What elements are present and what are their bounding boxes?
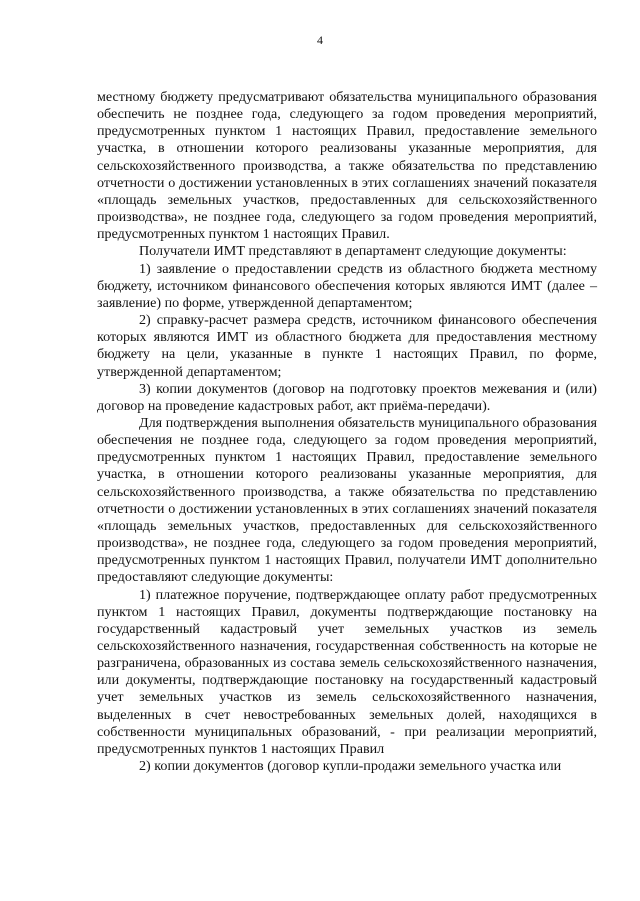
paragraph-7: 1) платежное поручение, подтверждающее оплату работ предусмотренных пунктом 1 настоящих Правил, документы подтверждающие постановку на государственный кадастровый учет земельных участков из земель сельскохозяйственного назначения, государственная собственность на которые не разграничена, образованных из состава земель сельскохозяйственного назначения, или документы, подтверждающие постановку на государственный кадастровый учет земельных участков из земель сельскохозяйственного назначения, выделенных в счет невостребованных земельных долей, находящихся в собственности муниципальных образований, - при реализации мероприятий, предусмотренных пунктов 1 настоящих Правил (97, 586, 597, 757)
paragraph-6: Для подтверждения выполнения обязательств муниципального образования обеспечения не позднее года, следующего за годом проведения мероприятий, предусмотренных пунктом 1 настоящих Правил, предоставление земельного участка, в отношении которого реализованы указанные мероприятия, для сельскохозяйственного производства, а также обязательства по представлению отчетности о достижении установленных в этих соглашениях значений показателя «площадь земельных участков, предоставленных для сельскохозяйственного производства», не позднее года, следующего за годом проведения мероприятий, предусмотренных пунктом 1 настоящих Правил, получатели ИМТ дополнительно предоставляют следующие документы: (97, 414, 597, 586)
paragraph-4: 2) справку-расчет размера средств, источником финансового обеспечения которых являются ИМТ из областного бюджета для предоставления местному бюджету на цели, указанные в пункте 1 настоящих Правил, по форме, утвержденной департаментом; (97, 312, 597, 380)
paragraph-2: Получатели ИМТ представляют в департамент следующие документы: (139, 243, 567, 260)
paragraph-8: 2) копии документов (договор купли-продажи земельного участка или (139, 758, 562, 775)
document-body (97, 89, 597, 775)
paragraph-3: 1) заявление о предоставлении средств из областного бюджета местному бюджету, источником финансового обеспечения которых являются ИМТ (далее – заявление) по форме, утвержденной департаментом; (97, 260, 597, 311)
paragraph-1: местному бюджету предусматривают обязательства муниципального образования обеспечить не позднее года, следующего за годом проведения мероприятий, предусмотренных пунктом 1 настоящих Правил, предоставление земельного участка, в отношении которого реализованы указанные мероприятия, для сельскохозяйственного производства, а также обязательства по представлению отчетности о достижении установленных в этих соглашениях значений показателя «площадь земельных участков, предоставленных для сельскохозяйственного производства», не позднее года, следующего за годом проведения мероприятий, предусмотренных пунктом 1 настоящих Правил. (97, 89, 597, 243)
paragraph-5: 3) копии документов (договор на подготовку проектов межевания и (или) договор на проведение кадастровых работ, акт приёма-передачи). (97, 380, 597, 414)
page-number: 4 (317, 33, 323, 47)
